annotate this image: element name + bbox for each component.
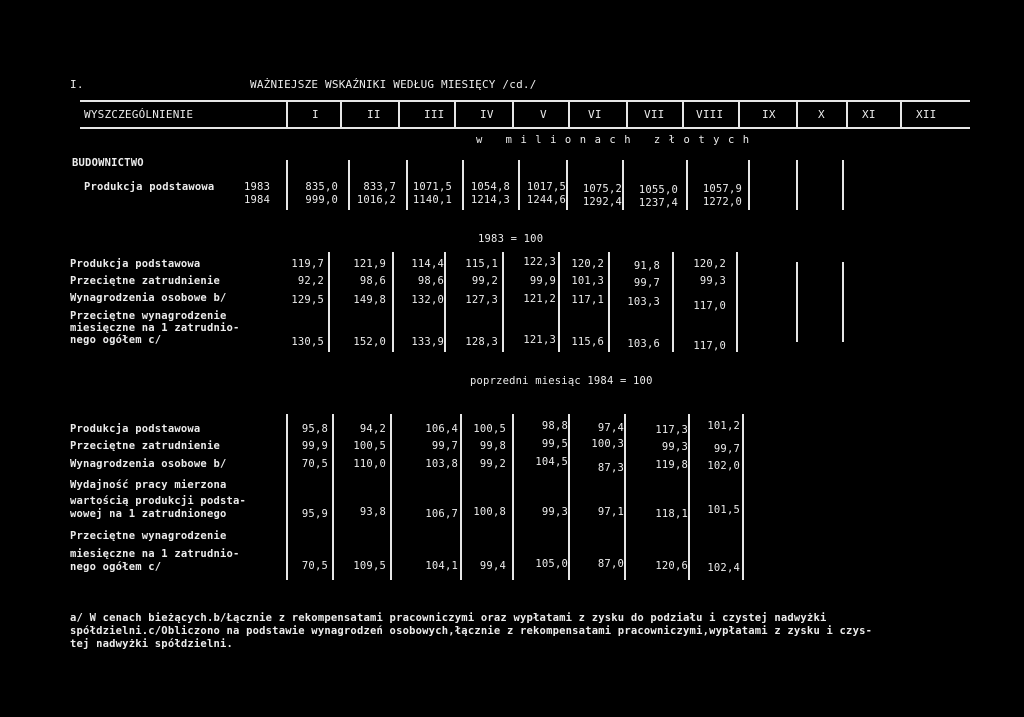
value-cell: 114,4 (411, 258, 444, 270)
row-label: Przeciętne wynagrodzenie (70, 310, 227, 322)
row-label: Wydajność pracy mierzona (70, 479, 227, 491)
row-label: Produkcja podstawowa (70, 258, 201, 270)
value-cell: 122,3 (523, 256, 556, 268)
value-cell: 120,2 (571, 258, 604, 270)
index-base-caption: poprzedni miesiąc 1984 = 100 (470, 375, 653, 387)
value-cell: 100,3 (591, 438, 624, 450)
header-separator (900, 101, 902, 127)
section-numeral: I. (70, 78, 84, 91)
header-separator (738, 101, 740, 127)
value-cell: 99,3 (541, 506, 568, 518)
column-separator (332, 414, 334, 580)
value-cell: 99,9 (301, 440, 328, 452)
value-cell: 103,8 (425, 458, 458, 470)
value-cell: 101,2 (707, 420, 740, 432)
col-month-5: V (540, 108, 547, 121)
value-cell: 98,6 (417, 275, 444, 287)
row-label: Produkcja podstawowa (84, 181, 215, 193)
col-month-9: IX (762, 108, 776, 121)
value-cell: 99,5 (541, 438, 568, 450)
value-cell: 1071,5 (412, 181, 452, 193)
column-separator (460, 414, 462, 580)
row-label: nego ogółem c/ (70, 561, 162, 573)
value-cell: 95,9 (301, 508, 328, 520)
value-cell: 99,9 (529, 275, 556, 287)
value-cell: 1292,4 (582, 196, 622, 208)
value-cell: 121,3 (523, 334, 556, 346)
value-cell: 129,5 (291, 294, 324, 306)
value-cell: 1057,9 (702, 183, 742, 195)
column-separator (512, 414, 514, 580)
value-cell: 99,7 (713, 443, 740, 455)
sector-heading: BUDOWNICTWO (72, 157, 144, 169)
value-cell: 133,9 (411, 336, 444, 348)
value-cell: 110,0 (353, 458, 386, 470)
value-cell: 1016,2 (356, 194, 396, 206)
value-cell: 104,5 (535, 456, 568, 468)
column-separator (406, 160, 408, 210)
unit-caption: w milionach złotych (476, 134, 758, 146)
column-separator (842, 160, 844, 210)
value-cell: 835,0 (305, 181, 338, 193)
value-cell: 99,7 (431, 440, 458, 452)
header-separator (512, 101, 514, 127)
value-cell: 115,6 (571, 336, 604, 348)
value-cell: 99,7 (633, 277, 660, 289)
value-cell: 119,8 (655, 459, 688, 471)
value-cell: 99,4 (479, 560, 506, 572)
value-cell: 104,1 (425, 560, 458, 572)
value-cell: 105,0 (535, 558, 568, 570)
value-cell: 120,2 (693, 258, 726, 270)
value-cell: 1054,8 (470, 181, 510, 193)
column-separator (608, 252, 610, 352)
value-cell: 98,6 (359, 275, 386, 287)
value-cell: 95,8 (301, 423, 328, 435)
header-separator (796, 101, 798, 127)
value-cell: 100,8 (473, 506, 506, 518)
value-cell: 100,5 (473, 423, 506, 435)
value-cell: 70,5 (301, 560, 328, 572)
value-cell: 1237,4 (638, 197, 678, 209)
row-label: Produkcja podstawowa (70, 423, 201, 435)
value-cell: 149,8 (353, 294, 386, 306)
col-month-8: VIII (696, 108, 724, 121)
row-label: miesięczne na 1 zatrudnio- (70, 548, 240, 560)
value-cell: 121,9 (353, 258, 386, 270)
value-cell: 115,1 (465, 258, 498, 270)
value-cell: 99,8 (479, 440, 506, 452)
column-label: WYSZCZEGÓLNIENIE (84, 108, 194, 121)
col-month-12: XII (916, 108, 937, 121)
value-cell: 97,1 (597, 506, 624, 518)
value-cell: 102,4 (707, 562, 740, 574)
column-separator (736, 252, 738, 352)
value-cell: 101,3 (571, 275, 604, 287)
header-separator (340, 101, 342, 127)
footnote: a/ W cenach bieżących.b/Łącznie z rekompensatami pracowniczymi oraz wypłatami z zysku do podziału i czystej nadwyżki (70, 612, 827, 624)
value-cell: 1244,6 (526, 194, 566, 206)
col-month-1: I (312, 108, 319, 121)
value-cell: 87,3 (597, 462, 624, 474)
index-base-caption: 1983 = 100 (478, 233, 544, 245)
column-separator (502, 252, 504, 352)
value-cell: 118,1 (655, 508, 688, 520)
column-separator (444, 252, 446, 352)
col-month-7: VII (644, 108, 665, 121)
value-cell: 1272,0 (702, 196, 742, 208)
value-cell: 130,5 (291, 336, 324, 348)
value-cell: 94,2 (359, 423, 386, 435)
column-separator (672, 252, 674, 352)
row-label: Przeciętne zatrudnienie (70, 440, 220, 452)
value-cell: 99,2 (479, 458, 506, 470)
header-top-rule (80, 100, 970, 102)
value-cell: 93,8 (359, 506, 386, 518)
column-separator (688, 414, 690, 580)
column-separator (568, 414, 570, 580)
value-cell: 152,0 (353, 336, 386, 348)
value-cell: 97,4 (597, 422, 624, 434)
header-separator (398, 101, 400, 127)
header-separator (286, 101, 288, 127)
value-cell: 99,3 (699, 275, 726, 287)
column-separator (328, 252, 330, 352)
value-cell: 128,3 (465, 336, 498, 348)
row-label: nego ogółem c/ (70, 334, 162, 346)
page-title: WAŻNIEJSZE WSKAŹNIKI WEDŁUG MIESIĘCY /cd./ (250, 78, 537, 91)
column-separator (392, 252, 394, 352)
value-cell: 117,1 (571, 294, 604, 306)
value-cell: 92,2 (297, 275, 324, 287)
value-cell: 87,0 (597, 558, 624, 570)
value-cell: 106,7 (425, 508, 458, 520)
col-month-6: VI (588, 108, 602, 121)
col-month-2: II (367, 108, 381, 121)
column-separator (796, 160, 798, 210)
row-label: Przeciętne wynagrodzenie (70, 530, 227, 542)
column-separator (558, 252, 560, 352)
column-separator (462, 160, 464, 210)
value-cell: 119,7 (291, 258, 324, 270)
row-label: wartością produkcji podsta- (70, 495, 247, 507)
value-cell: 121,2 (523, 293, 556, 305)
value-cell: 1140,1 (412, 194, 452, 206)
column-separator (624, 414, 626, 580)
value-cell: 117,3 (655, 424, 688, 436)
column-separator (390, 414, 392, 580)
value-cell: 100,5 (353, 440, 386, 452)
value-cell: 70,5 (301, 458, 328, 470)
value-cell: 117,0 (693, 340, 726, 352)
column-separator (286, 414, 288, 580)
column-separator (842, 262, 844, 342)
value-cell: 117,0 (693, 300, 726, 312)
footnote: tej nadwyżki spółdzielni. (70, 638, 234, 650)
row-label: wowej na 1 zatrudnionego (70, 508, 227, 520)
column-separator (566, 160, 568, 210)
column-separator (622, 160, 624, 210)
footnote: spółdzielni.c/Obliczono na podstawie wynagrodzeń osobowych,łącznie z rekompensatami pracowniczymi,wypłatami z zysku i czys- (70, 625, 873, 637)
header-bottom-rule (80, 127, 970, 129)
row-label: Przeciętne zatrudnienie (70, 275, 220, 287)
value-cell: 1214,3 (470, 194, 510, 206)
value-cell: 101,5 (707, 504, 740, 516)
column-separator (796, 262, 798, 342)
column-separator (742, 414, 744, 580)
column-separator (686, 160, 688, 210)
value-cell: 99,3 (661, 441, 688, 453)
row-label: Wynagrodzenia osobowe b/ (70, 458, 227, 470)
col-month-10: X (818, 108, 825, 121)
column-separator (748, 160, 750, 210)
col-month-4: IV (480, 108, 494, 121)
column-separator (518, 160, 520, 210)
value-cell: 999,0 (305, 194, 338, 206)
value-cell: 109,5 (353, 560, 386, 572)
year-label-1984: 1984 (244, 194, 271, 206)
value-cell: 106,4 (425, 423, 458, 435)
header-separator (846, 101, 848, 127)
value-cell: 99,2 (471, 275, 498, 287)
header-separator (454, 101, 456, 127)
column-separator (348, 160, 350, 210)
row-label: Wynagrodzenia osobowe b/ (70, 292, 227, 304)
value-cell: 833,7 (363, 181, 396, 193)
year-label-1983: 1983 (244, 181, 271, 193)
column-separator (286, 160, 288, 210)
value-cell: 120,6 (655, 560, 688, 572)
value-cell: 98,8 (541, 420, 568, 432)
value-cell: 1055,0 (638, 184, 678, 196)
header-separator (626, 101, 628, 127)
col-month-3: III (424, 108, 445, 121)
value-cell: 103,3 (627, 296, 660, 308)
value-cell: 1075,2 (582, 183, 622, 195)
header-separator (568, 101, 570, 127)
header-separator (682, 101, 684, 127)
value-cell: 1017,5 (526, 181, 566, 193)
value-cell: 132,0 (411, 294, 444, 306)
row-label: miesięczne na 1 zatrudnio- (70, 322, 240, 334)
value-cell: 127,3 (465, 294, 498, 306)
value-cell: 102,0 (707, 460, 740, 472)
value-cell: 103,6 (627, 338, 660, 350)
col-month-11: XI (862, 108, 876, 121)
value-cell: 91,8 (633, 260, 660, 272)
